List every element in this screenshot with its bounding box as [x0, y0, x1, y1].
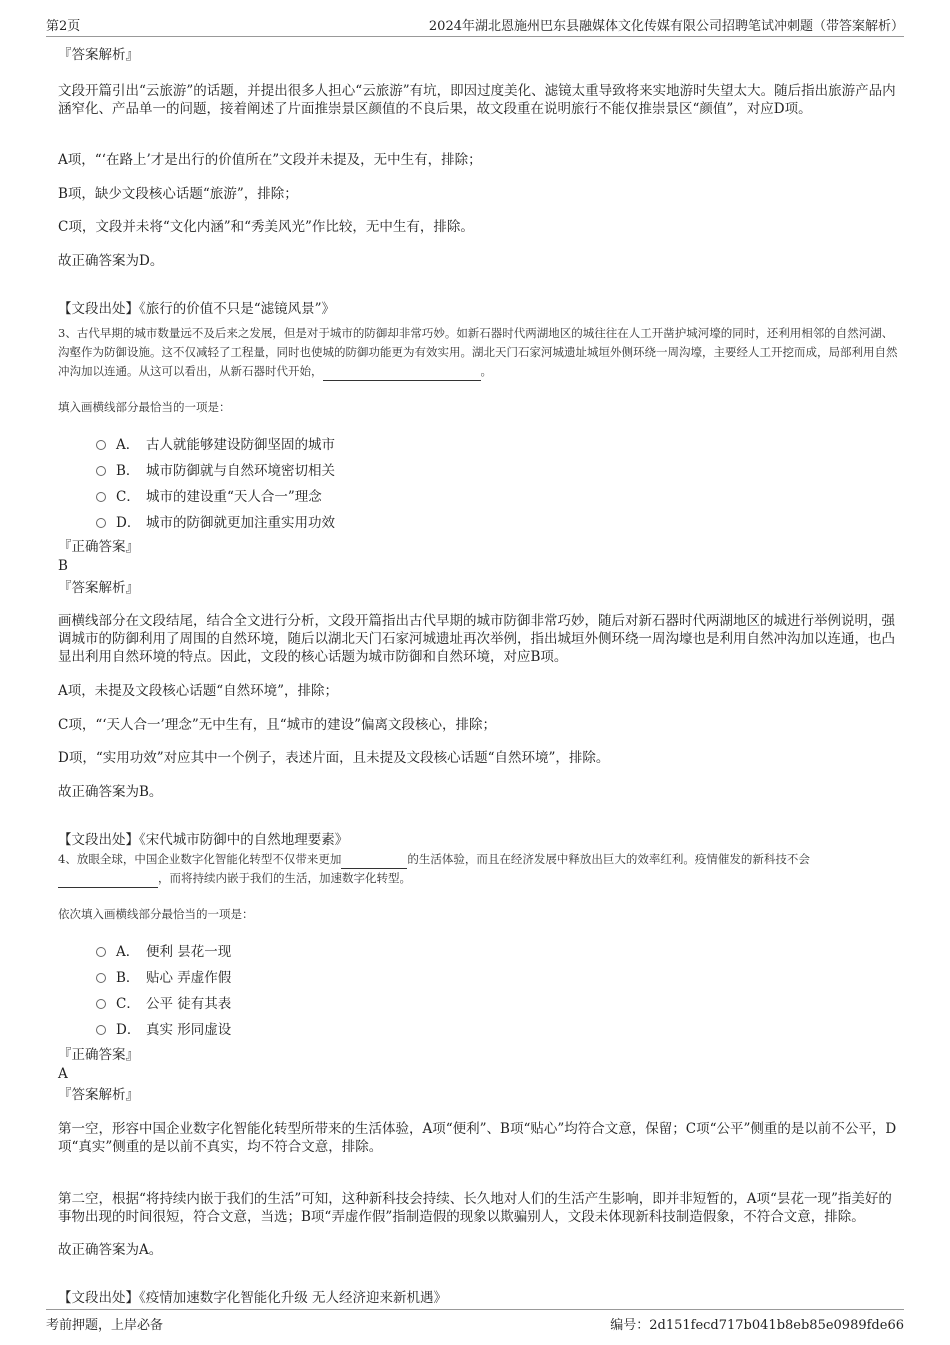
- option-a[interactable]: A． 古人就能够建设防御坚固的城市: [96, 430, 902, 456]
- question-prompt: 依次填入画横线部分最恰当的一项是：: [58, 907, 254, 921]
- correct-answer: A: [58, 1066, 68, 1082]
- footer-slogan: 考前押题，上岸必备: [46, 1318, 164, 1333]
- option-a-analysis: A项，“‘在路上’才是出行的价值所在”文段并未提及，无中生有，排除；: [58, 152, 482, 168]
- option-b[interactable]: B． 城市防御就与自然环境密切相关: [96, 456, 902, 482]
- source-citation: 【文段出处】《疫情加速数字化智能化升级 无人经济迎来新机遇》: [58, 1289, 448, 1306]
- analysis-paragraph: 第一空，形容中国企业数字化智能化转型所带来的生活体验，A项“便利”、B项“贴心”均符合文意，保留；C项“公平”侧重的是以前不公平，D项“真实”侧重的是以前不真实，均不符合文意，排除。: [58, 1121, 897, 1155]
- option-a-analysis: A项，未提及文段核心话题“自然环境”，排除；: [58, 683, 339, 699]
- analysis-label: 『答案解析』: [58, 47, 139, 63]
- source-citation: 【文段出处】《宋代城市防御中的自然地理要素》: [58, 831, 349, 848]
- option-c[interactable]: C． 城市的建设重“天人合一”理念: [96, 482, 902, 508]
- question-prompt: 填入画横线部分最恰当的一项是：: [58, 400, 231, 414]
- radio-icon[interactable]: [96, 440, 106, 450]
- question-stem: 4、放眼全球，中国企业数字化智能化转型不仅带来更加 的生活体验，而且在经济发展中释放出巨大的效率红利。疫情催发的新科技不会，而将持续内嵌于我们的生活，加速数字化转型。: [58, 850, 902, 888]
- conclusion: 故正确答案为B。: [58, 784, 163, 800]
- radio-icon[interactable]: [96, 492, 106, 502]
- radio-icon[interactable]: [96, 999, 106, 1009]
- radio-icon[interactable]: [96, 947, 106, 957]
- radio-icon[interactable]: [96, 1025, 106, 1035]
- conclusion: 故正确答案为A。: [58, 1242, 163, 1258]
- correct-answer: B: [58, 558, 68, 574]
- question-end: 。: [480, 364, 492, 378]
- analysis-label: 『答案解析』: [58, 580, 139, 596]
- question-text: 3、古代早期的城市数量远不及后来之发展，但是对于城市的防御却非常巧妙。如新石器时代两湖地区的城往往在人工开凿护城河壕的同时，还利用相邻的自然河湖、沟壑作为防御设施。这不仅减轻了工程量，同时也使城的防御功能更为有效实用。湖北天门石家河城遗址城垣外侧环绕一周沟壕，主要经人工开挖而成，局部利用自然冲沟加以连通。从这可以看出，从新石器时代开始，: [58, 326, 898, 378]
- option-d[interactable]: D． 真实 形同虚设: [96, 1015, 902, 1041]
- radio-icon[interactable]: [96, 518, 106, 528]
- option-b[interactable]: B． 贴心 弄虚作假: [96, 963, 902, 989]
- document-id: 编号：2d151fecd717b041b8eb85e0989fde66: [610, 1318, 904, 1333]
- page-number: 第2页: [46, 19, 81, 34]
- option-d[interactable]: D． 城市的防御就更加注重实用功效: [96, 508, 902, 534]
- source-citation: 【文段出处】《旅行的价值不只是“滤镜风景”》: [58, 300, 336, 317]
- page-header: [46, 14, 904, 37]
- option-list: [58, 937, 902, 1041]
- correct-answer-label: 『正确答案』: [58, 539, 139, 555]
- option-b-analysis: B项，缺少文段核心话题“旅游”，排除；: [58, 186, 298, 202]
- analysis-paragraph: 文段开篇引出“云旅游”的话题，并提出很多人担心“云旅游”有坑，即因过度美化、滤镜太重导致将来实地游时失望太大。随后指出旅游产品内涵窄化、产品单一的问题，接着阐述了片面推崇景区颜值的不良后果，故文段重在说明旅行不能仅推崇景区“颜值”，对应D项。: [58, 83, 896, 117]
- fill-blank: [341, 854, 407, 869]
- analysis-paragraph-2: 第二空，根据“将持续内嵌于我们的生活”可知，这种新科技会持续、长久地对人们的生活产生影响，即并非短暂的，A项“昙花一现”指美好的事物出现的时间很短，符合文意，当选；B项“弄虚作假”指制造假的现象以欺骗别人，文段未体现新科技制造假象，不符合文意，排除。: [58, 1191, 892, 1225]
- option-list: [58, 430, 902, 534]
- analysis-label: 『答案解析』: [58, 1087, 139, 1103]
- option-c-analysis: C项，“‘天人合一’理念”无中生有，且“城市的建设”偏离文段核心，排除；: [58, 717, 497, 733]
- fill-blank: [58, 873, 158, 888]
- radio-icon[interactable]: [96, 973, 106, 983]
- fill-blank: [323, 366, 481, 381]
- radio-icon[interactable]: [96, 466, 106, 476]
- conclusion: 故正确答案为D。: [58, 253, 164, 269]
- option-d-analysis: D项，“实用功效”对应其中一个例子，表述片面，且未提及文段核心话题“自然环境”，排除。: [58, 750, 610, 766]
- question-stem: [58, 324, 902, 381]
- document-title: 2024年湖北恩施州巴东县融媒体文化传媒有限公司招聘笔试冲刺题（带答案解析）: [428, 19, 904, 34]
- page-footer: [46, 1309, 904, 1333]
- option-c-analysis: C项，文段并未将“文化内涵”和“秀美风光”作比较，无中生有，排除。: [58, 219, 474, 235]
- analysis-paragraph: 画横线部分在文段结尾，结合全文进行分析，文段开篇指出古代早期的城市防御非常巧妙，随后对新石器时代两湖地区的城进行举例说明，强调城市的防御利用了周围的自然环境，随后以湖北天门石家河城遗址再次举例，指出城垣外侧环绕一周沟壕也是利用自然冲沟加以连通，也凸显出利用自然环境的特点。因此，文段的核心话题为城市防御和自然环境，对应B项。: [58, 613, 895, 665]
- option-a[interactable]: A． 便利 昙花一现: [96, 937, 902, 963]
- option-c[interactable]: C． 公平 徒有其表: [96, 989, 902, 1015]
- correct-answer-label: 『正确答案』: [58, 1047, 139, 1063]
